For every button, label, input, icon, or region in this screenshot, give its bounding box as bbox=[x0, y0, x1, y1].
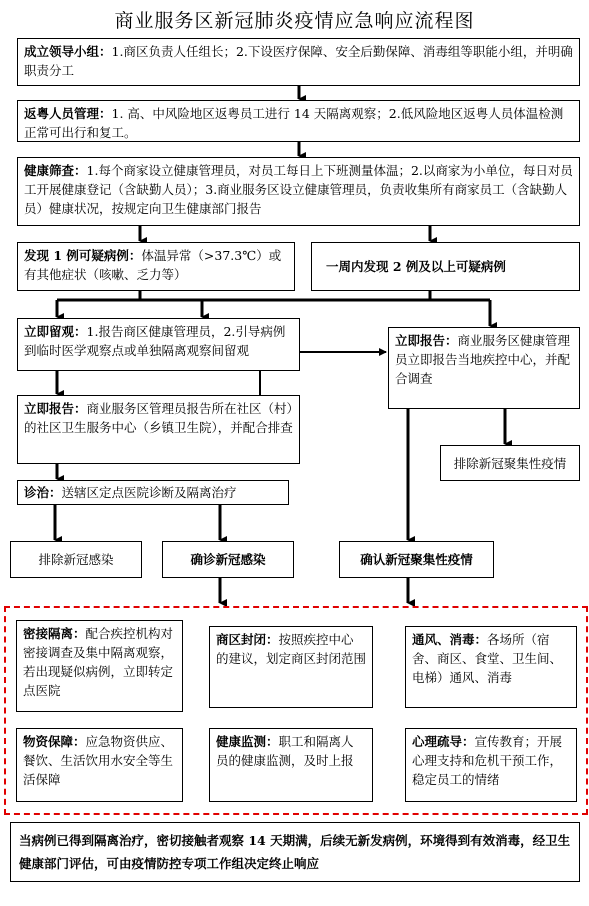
suspect-case-label: 发现 1 例可疑病例： bbox=[24, 248, 142, 263]
diagnose-text: 送辖区定点医院诊断及隔离治疗 bbox=[61, 485, 237, 500]
measure-ventilation bbox=[405, 626, 577, 708]
confirm-cluster-box bbox=[339, 541, 494, 578]
exclude-cluster-text: 排除新冠聚集性疫情 bbox=[453, 455, 567, 471]
page-title: 商业服务区新冠肺炎疫情应急响应流程图 bbox=[114, 10, 475, 32]
measure-monitoring bbox=[209, 728, 373, 802]
report-left-text: 商业服务区管理员报告所在社区（村）的社区卫生服务中心（乡镇卫生院），并配合排查 bbox=[24, 401, 293, 435]
measure-ventilation-label: 通风、消毒： bbox=[412, 632, 488, 647]
confirm-cluster-text: 确认新冠聚集性疫情 bbox=[360, 552, 473, 567]
step-returnees bbox=[17, 100, 580, 142]
report-right-text: 商业服务区健康管理员立即报告当地疾控中心，并配合调查 bbox=[395, 333, 571, 386]
observe-text: 1.报告商区健康管理员，2.引导病例到临时医学观察点或单独隔离观察间留观 bbox=[24, 324, 286, 358]
measure-close-contacts-label: 密接隔离： bbox=[23, 626, 86, 641]
cluster-case-box bbox=[311, 242, 580, 291]
measure-lockdown bbox=[209, 626, 373, 708]
report-left-box bbox=[17, 395, 300, 464]
cluster-case-text: 一周内发现 2 例及以上可疑病例 bbox=[326, 259, 506, 274]
step-screening-text: 1.每个商家设立健康管理员，对员工每日上下班测量体温；2.以商家为小单位，每日对员工开展健康登记（含缺勤人员）；3.商业服务区设立健康管理员，负责收集所有商家员工（含缺勤人员）健康状况，按规定向卫生健康部门报告 bbox=[24, 163, 573, 216]
confirm-infection-text: 确诊新冠感染 bbox=[190, 552, 266, 567]
measure-lockdown-text: 按照疾控中心的建议，划定商区封闭范围 bbox=[216, 632, 367, 666]
exclude-cluster-box bbox=[440, 445, 580, 481]
measure-counseling-label: 心理疏导： bbox=[412, 734, 475, 749]
step-leadership bbox=[17, 38, 580, 86]
report-right-label: 立即报告： bbox=[395, 333, 458, 348]
step-leadership-label: 成立领导小组： bbox=[24, 44, 112, 59]
measure-supplies bbox=[16, 728, 183, 802]
measure-close-contacts-text: 配合疾控机构对密接调查及集中隔离观察，若出现疑似病例，立即转定点医院 bbox=[23, 626, 174, 698]
report-left-label: 立即报告： bbox=[24, 401, 87, 416]
measure-close-contacts bbox=[16, 620, 183, 712]
diagnose-box bbox=[17, 480, 289, 505]
measure-monitoring-text: 职工和隔离人员的健康监测，及时上报 bbox=[216, 734, 354, 768]
termination-text: 当病例已得到隔离治疗，密切接触者观察 14 天期满，后续无新发病例，环境得到有效消毒，经卫生健康部门评估，可由疫情防控专项工作组决定终止响应 bbox=[19, 833, 571, 871]
measure-ventilation-text: 各场所（宿舍、商区、食堂、卫生间、电梯）通风、消毒 bbox=[412, 632, 563, 685]
measure-monitoring-label: 健康监测： bbox=[216, 734, 279, 749]
observe-label: 立即留观： bbox=[24, 324, 87, 339]
termination-box bbox=[10, 822, 580, 882]
suspect-case-box bbox=[17, 242, 295, 291]
observe-box bbox=[17, 318, 300, 371]
measure-supplies-text: 应急物资供应、餐饮、生活饮用水安全等生活保障 bbox=[23, 734, 174, 787]
measure-counseling bbox=[405, 728, 577, 802]
confirm-infection-box bbox=[162, 541, 294, 578]
exclude-infection-box bbox=[10, 541, 142, 578]
suspect-case-text: 体温异常（>37.3℃）或有其他症状（咳嗽、乏力等） bbox=[24, 248, 282, 282]
measure-supplies-label: 物资保障： bbox=[23, 734, 86, 749]
step-leadership-text: 1.商区负责人任组长；2.下设医疗保障、安全后勤保障、消毒组等职能小组，并明确职责分工 bbox=[24, 44, 573, 78]
step-screening bbox=[17, 157, 580, 226]
measure-lockdown-label: 商区封闭： bbox=[216, 632, 279, 647]
measure-counseling-text: 宣传教育；开展心理支持和危机干预工作，稳定员工的情绪 bbox=[412, 734, 563, 787]
step-returnees-text: 1. 高、中风险地区返粤员工进行 14 天隔离观察；2.低风险地区返粤人员体温检测正常可出行和复工。 bbox=[24, 106, 564, 140]
diagnose-label: 诊治： bbox=[24, 485, 62, 500]
step-returnees-label: 返粤人员管理： bbox=[24, 106, 112, 121]
step-screening-label: 健康筛查： bbox=[24, 163, 87, 178]
exclude-infection-text: 排除新冠感染 bbox=[38, 552, 114, 567]
report-right-box bbox=[388, 327, 580, 409]
